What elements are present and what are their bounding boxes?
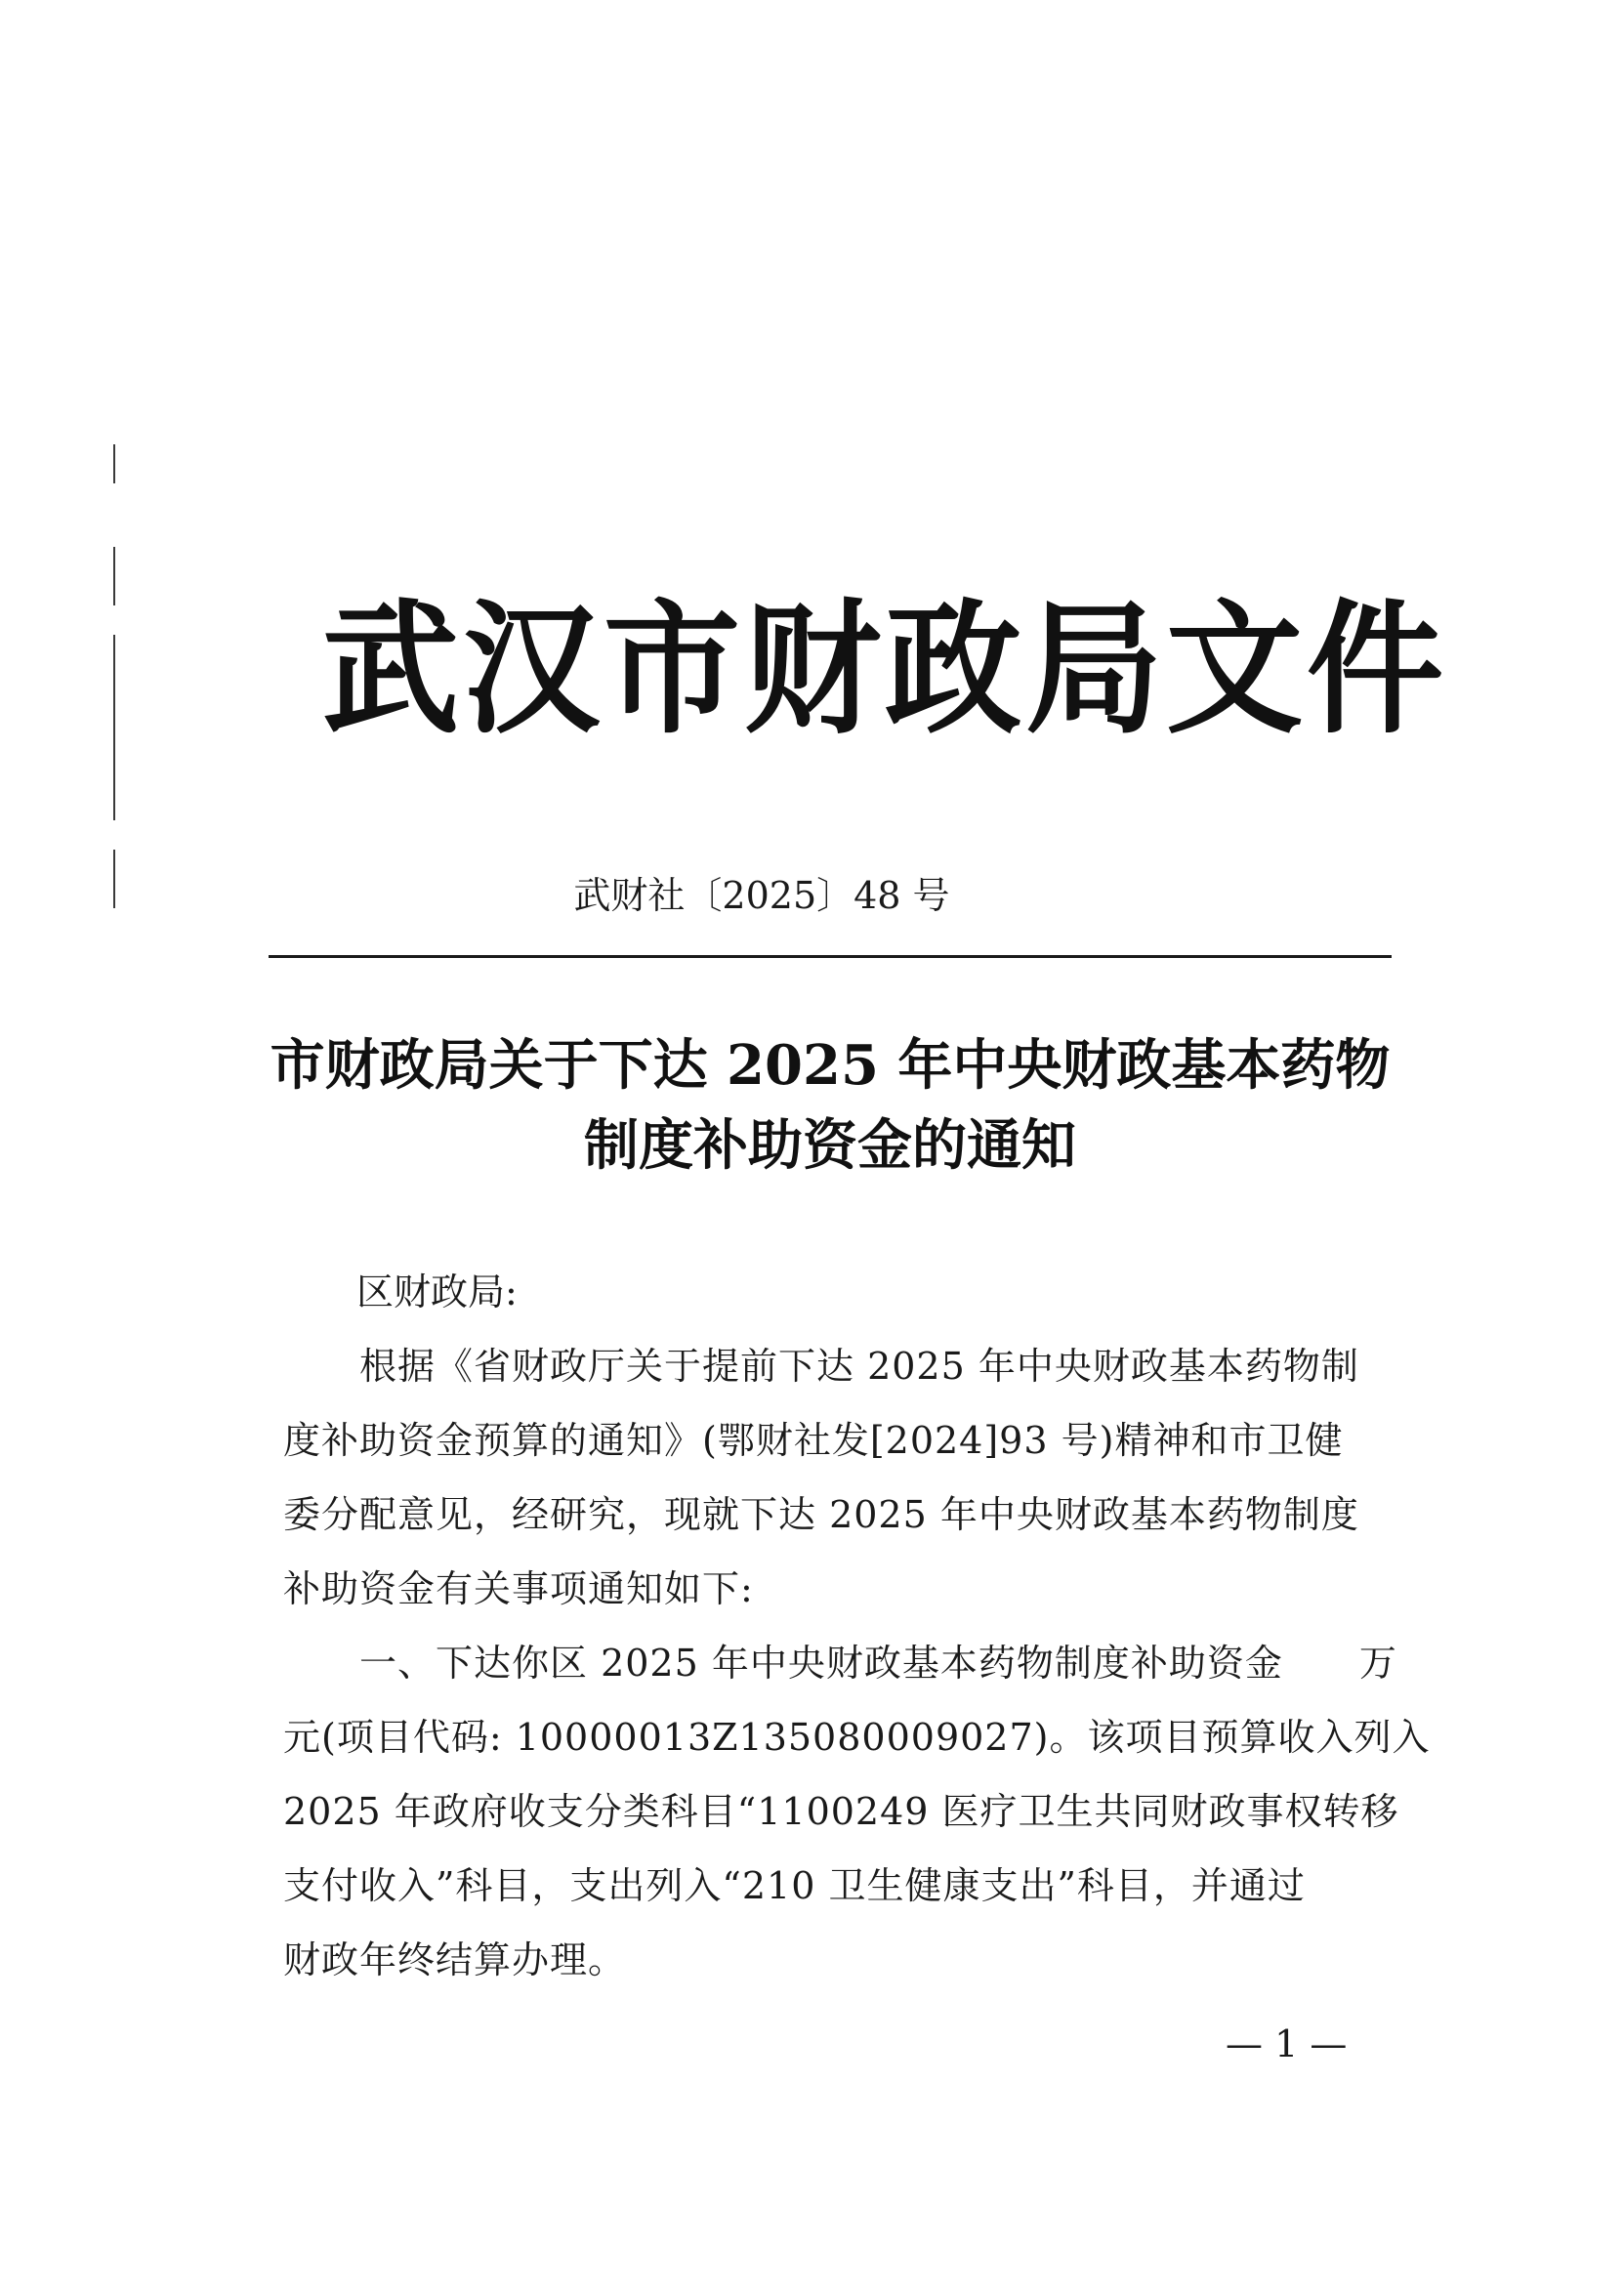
- scan-edge-mark: [113, 444, 115, 483]
- notice-title-line: 制度补助资金的通知: [584, 1113, 1076, 1178]
- scan-edge-mark: [113, 547, 115, 605]
- scan-edge-mark: [113, 635, 115, 820]
- scan-edge-mark: [113, 850, 115, 908]
- body-text-line: 一、下达你区 2025 年中央财政基本药物制度补助资金 万: [283, 1642, 1397, 1685]
- body-text-line: 财政年终结算办理。: [283, 1938, 627, 1981]
- addressee: 区财政局:: [356, 1270, 518, 1313]
- body-text-line: 元(项目代码: 10000013Z135080009027)。该项目预算收入列入: [283, 1716, 1431, 1759]
- body-text-line: 委分配意见，经研究，现就下达 2025 年中央财政基本药物制度: [283, 1493, 1359, 1536]
- body-text-line: 2025 年政府收支分类科目“1100249 医疗卫生共同财政事权转移: [283, 1790, 1399, 1833]
- body-text-line: 度补助资金预算的通知》(鄂财社发[2024]93 号)精神和市卫健: [283, 1419, 1344, 1462]
- document-header-title: 武汉市财政局文件: [322, 585, 1448, 755]
- document-number: 武财社〔2025〕48 号: [573, 874, 950, 917]
- page-number: — 1 —: [1226, 2022, 1348, 2065]
- notice-title-line: 市财政局关于下达 2025 年中央财政基本药物: [270, 1033, 1391, 1098]
- body-text-line: 补助资金有关事项通知如下:: [283, 1567, 754, 1610]
- header-divider: [269, 955, 1392, 958]
- notice-title: [264, 1025, 1396, 1186]
- body-text-line: 支付收入”科目，支出列入“210 卫生健康支出”科目，并通过: [283, 1864, 1306, 1907]
- body-text-line: 根据《省财政厅关于提前下达 2025 年中央财政基本药物制: [283, 1345, 1359, 1388]
